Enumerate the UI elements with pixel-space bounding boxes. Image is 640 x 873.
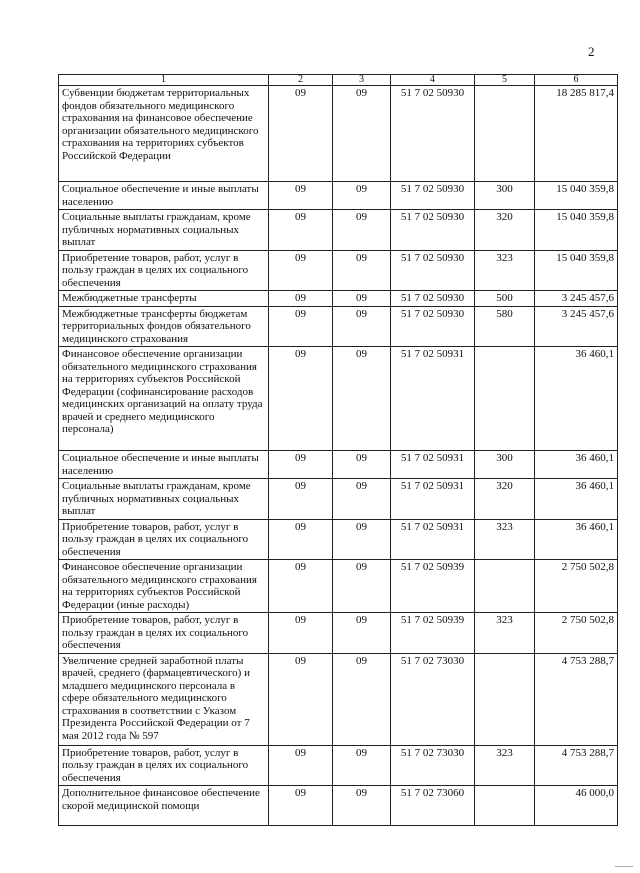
table-row — [59, 347, 618, 451]
table-row — [59, 786, 618, 826]
row-amount-cell: 2 750 502,8 — [535, 560, 618, 613]
row-target-article-cell: 51 7 02 73030 — [391, 745, 475, 786]
table-row — [59, 86, 618, 182]
row-subsection-cell: 09 — [333, 347, 391, 451]
table-row — [59, 613, 618, 654]
row-section-cell: 09 — [269, 479, 333, 520]
row-amount-cell: 46 000,0 — [535, 786, 618, 826]
column-header: 3 — [333, 75, 391, 86]
column-header: 6 — [535, 75, 618, 86]
row-expense-type-cell — [475, 347, 535, 451]
table-row — [59, 250, 618, 291]
row-amount-cell: 36 460,1 — [535, 451, 618, 479]
row-amount-cell: 3 245 457,6 — [535, 291, 618, 307]
row-target-article-cell: 51 7 02 50939 — [391, 613, 475, 654]
row-expense-type-cell: 323 — [475, 519, 535, 560]
row-subsection-cell: 09 — [333, 86, 391, 182]
row-name-cell: Приобретение товаров, работ, услуг в пользу граждан в целях их социального обеспечения — [59, 250, 269, 291]
row-expense-type-cell: 300 — [475, 182, 535, 210]
row-amount-cell: 18 285 817,4 — [535, 86, 618, 182]
row-target-article-cell: 51 7 02 50930 — [391, 291, 475, 307]
row-name-cell: Социальные выплаты гражданам, кроме публичных нормативных социальных выплат — [59, 210, 269, 251]
row-amount-cell: 4 753 288,7 — [535, 745, 618, 786]
table-row — [59, 479, 618, 520]
row-target-article-cell: 51 7 02 50931 — [391, 519, 475, 560]
row-section-cell: 09 — [269, 786, 333, 826]
row-target-article-cell: 51 7 02 50930 — [391, 210, 475, 251]
row-target-article-cell: 51 7 02 73060 — [391, 786, 475, 826]
row-section-cell: 09 — [269, 250, 333, 291]
row-target-article-cell: 51 7 02 50930 — [391, 182, 475, 210]
row-amount-cell: 15 040 359,8 — [535, 210, 618, 251]
row-expense-type-cell: 320 — [475, 210, 535, 251]
row-expense-type-cell — [475, 786, 535, 826]
row-section-cell: 09 — [269, 210, 333, 251]
table-body — [59, 86, 618, 826]
row-expense-type-cell: 500 — [475, 291, 535, 307]
row-name-cell: Субвенции бюджетам территориальных фондов обязательного медицинского страхования на финансовое обеспечение организации обязательного медицинского страхования на территориях субъектов Российской Федерации — [59, 86, 269, 182]
row-expense-type-cell — [475, 86, 535, 182]
row-name-cell: Социальные выплаты гражданам, кроме публичных нормативных социальных выплат — [59, 479, 269, 520]
row-target-article-cell: 51 7 02 50930 — [391, 306, 475, 347]
scan-mark — [615, 866, 633, 867]
row-name-cell: Приобретение товаров, работ, услуг в пользу граждан в целях их социального обеспечения — [59, 613, 269, 654]
row-target-article-cell: 51 7 02 50930 — [391, 250, 475, 291]
row-section-cell: 09 — [269, 86, 333, 182]
row-section-cell: 09 — [269, 519, 333, 560]
row-expense-type-cell: 300 — [475, 451, 535, 479]
row-expense-type-cell: 320 — [475, 479, 535, 520]
table-row — [59, 306, 618, 347]
row-name-cell: Увеличение средней заработной платы врачей, среднего (фармацевтического) и младшего медицинского персонала в сфере обязательного медицинского страхования в соответствии с Указом Президента Российской Федерации от 7 мая 2012 года № 597 — [59, 653, 269, 745]
row-name-cell: Социальное обеспечение и иные выплаты населению — [59, 182, 269, 210]
table-row — [59, 182, 618, 210]
table-row — [59, 519, 618, 560]
row-target-article-cell: 51 7 02 50939 — [391, 560, 475, 613]
row-section-cell: 09 — [269, 560, 333, 613]
column-header: 2 — [269, 75, 333, 86]
row-expense-type-cell — [475, 560, 535, 613]
table-row — [59, 291, 618, 307]
row-amount-cell: 15 040 359,8 — [535, 250, 618, 291]
row-amount-cell: 15 040 359,8 — [535, 182, 618, 210]
row-name-cell: Финансовое обеспечение организации обязательного медицинского страхования на территориях субъектов Российской Федерации (софинансирование расходов медицинских организаций на оплату труда врачей и среднего медицинского персонала) — [59, 347, 269, 451]
row-section-cell: 09 — [269, 306, 333, 347]
row-section-cell: 09 — [269, 451, 333, 479]
table-row — [59, 451, 618, 479]
row-section-cell: 09 — [269, 291, 333, 307]
row-target-article-cell: 51 7 02 50930 — [391, 86, 475, 182]
row-subsection-cell: 09 — [333, 653, 391, 745]
table-row — [59, 560, 618, 613]
row-subsection-cell: 09 — [333, 182, 391, 210]
row-name-cell: Приобретение товаров, работ, услуг в пользу граждан в целях их социального обеспечения — [59, 519, 269, 560]
row-subsection-cell: 09 — [333, 786, 391, 826]
row-amount-cell: 36 460,1 — [535, 347, 618, 451]
row-name-cell: Межбюджетные трансферты — [59, 291, 269, 307]
row-target-article-cell: 51 7 02 50931 — [391, 451, 475, 479]
table-row — [59, 653, 618, 745]
row-section-cell: 09 — [269, 745, 333, 786]
budget-table — [58, 74, 618, 826]
row-target-article-cell: 51 7 02 50931 — [391, 347, 475, 451]
row-name-cell: Дополнительное финансовое обеспечение скорой медицинской помощи — [59, 786, 269, 826]
row-name-cell: Социальное обеспечение и иные выплаты населению — [59, 451, 269, 479]
row-expense-type-cell — [475, 653, 535, 745]
row-subsection-cell: 09 — [333, 745, 391, 786]
row-amount-cell: 2 750 502,8 — [535, 613, 618, 654]
row-amount-cell: 36 460,1 — [535, 519, 618, 560]
row-expense-type-cell: 323 — [475, 745, 535, 786]
row-expense-type-cell: 580 — [475, 306, 535, 347]
table-header-row — [59, 75, 618, 86]
row-subsection-cell: 09 — [333, 250, 391, 291]
row-name-cell: Финансовое обеспечение организации обязательного медицинского страхования на территориях субъектов Российской Федерации (иные расходы) — [59, 560, 269, 613]
row-expense-type-cell: 323 — [475, 613, 535, 654]
table-row — [59, 210, 618, 251]
row-name-cell: Межбюджетные трансферты бюджетам территориальных фондов обязательного медицинского страхования — [59, 306, 269, 347]
row-target-article-cell: 51 7 02 50931 — [391, 479, 475, 520]
table-row — [59, 745, 618, 786]
row-subsection-cell: 09 — [333, 306, 391, 347]
column-header: 5 — [475, 75, 535, 86]
row-expense-type-cell: 323 — [475, 250, 535, 291]
row-subsection-cell: 09 — [333, 451, 391, 479]
column-header: 1 — [59, 75, 269, 86]
page-number: 2 — [588, 44, 595, 59]
column-header: 4 — [391, 75, 475, 86]
row-name-cell: Приобретение товаров, работ, услуг в пользу граждан в целях их социального обеспечения — [59, 745, 269, 786]
row-subsection-cell: 09 — [333, 210, 391, 251]
row-amount-cell: 3 245 457,6 — [535, 306, 618, 347]
row-subsection-cell: 09 — [333, 291, 391, 307]
row-amount-cell: 4 753 288,7 — [535, 653, 618, 745]
row-section-cell: 09 — [269, 613, 333, 654]
row-target-article-cell: 51 7 02 73030 — [391, 653, 475, 745]
row-amount-cell: 36 460,1 — [535, 479, 618, 520]
row-subsection-cell: 09 — [333, 560, 391, 613]
row-subsection-cell: 09 — [333, 479, 391, 520]
row-section-cell: 09 — [269, 182, 333, 210]
row-subsection-cell: 09 — [333, 613, 391, 654]
row-section-cell: 09 — [269, 347, 333, 451]
row-subsection-cell: 09 — [333, 519, 391, 560]
row-section-cell: 09 — [269, 653, 333, 745]
